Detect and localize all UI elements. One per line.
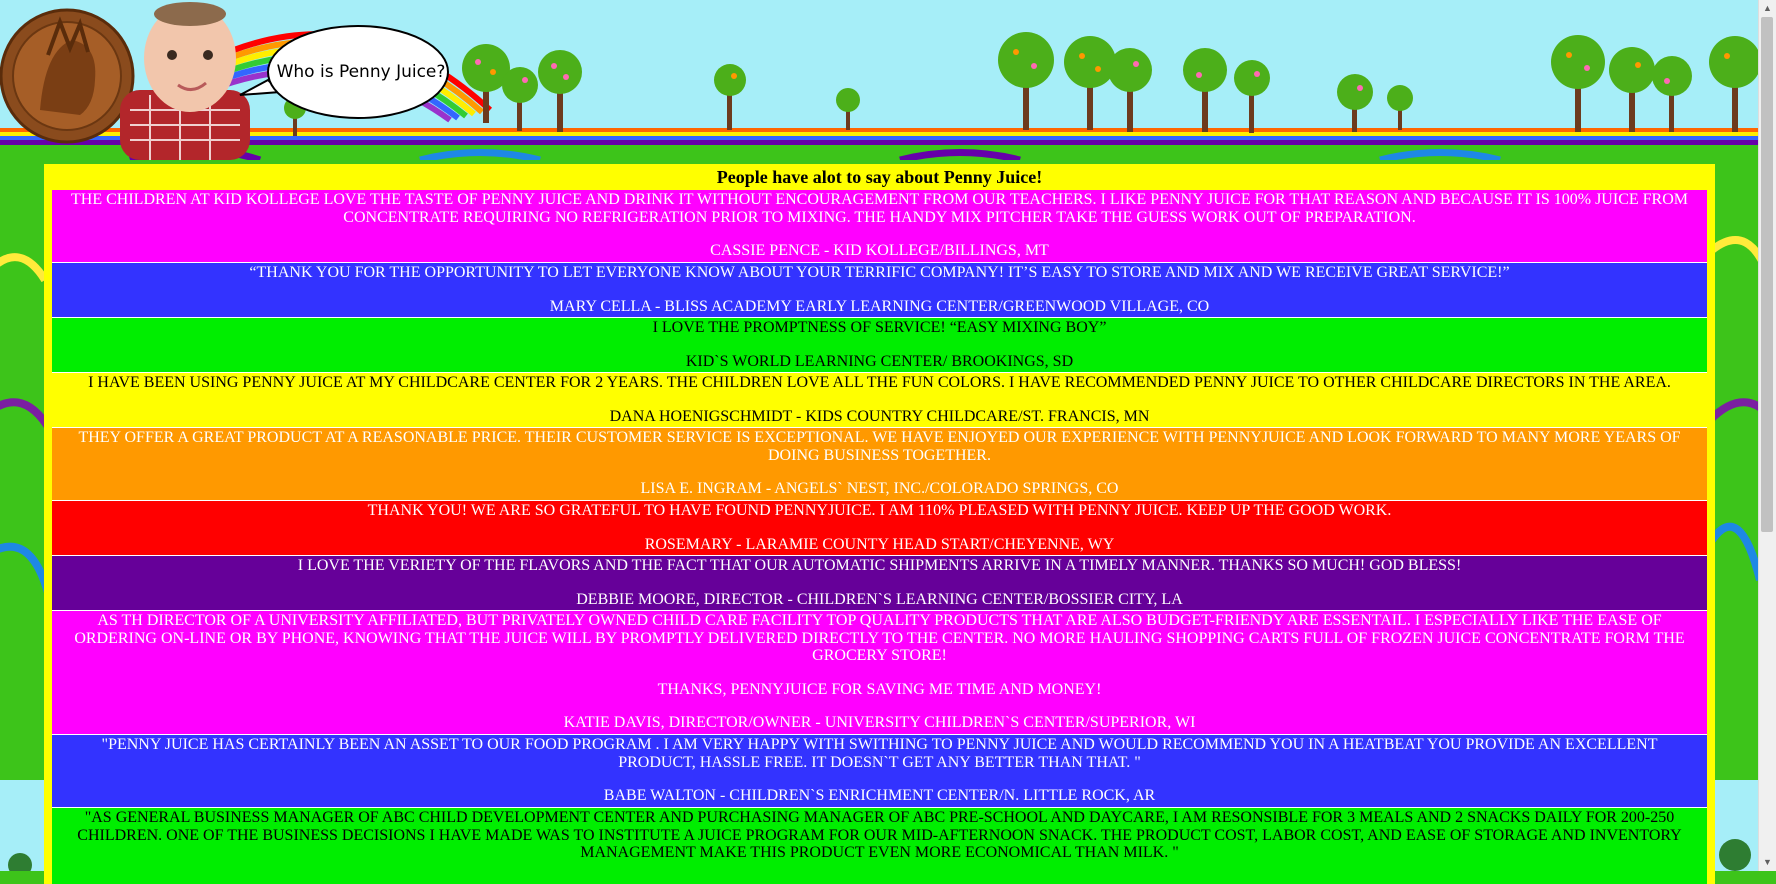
scroll-up-arrow-icon[interactable]: ▲ xyxy=(1763,3,1772,13)
testimonial-text: I LOVE THE PROMPTNESS OF SERVICE! “EASY MIXING BOY” xyxy=(652,319,1107,336)
testimonial-text: THANKS, PENNYJUICE FOR SAVING ME TIME AND MONEY! xyxy=(657,680,1102,698)
testimonial-text: “THANK YOU FOR THE OPPORTUNITY TO LET EVERYONE KNOW ABOUT YOUR TERRIFIC COMPANY! IT’S EASY TO STORE AND MIX AND WE RECEIVE GREAT SERVICE!” xyxy=(249,264,1510,281)
speech-bubble-text[interactable]: Who is Penny Juice? xyxy=(276,62,446,82)
testimonial-row xyxy=(52,556,1707,611)
testimonial-author: ROSEMARY - LARAMIE COUNTY HEAD START/CHEYENNE, WY xyxy=(644,535,1115,553)
testimonials-list xyxy=(52,190,1707,884)
scrollbar-thumb[interactable] xyxy=(1761,17,1773,532)
testimonial-text: THE CHILDREN AT KID KOLLEGE LOVE THE TASTE OF PENNY JUICE AND DRINK IT WITHOUT ENCOURAGEMENT FROM OUR TEACHERS. I LIKE PENNY JUICE FOR THAT REASON AND BECAUSE IT IS 100% JUICE FROM CONCENTRATE REQUIRING NO REFRIGERATION PRIOR TO MIXING. THE HANDY MIX PITCHER TAKE THE GUESS WORK OUT OF PREPARATION. xyxy=(71,191,1688,226)
testimonial-text: AS TH DIRECTOR OF A UNIVERSITY AFFILIATED, BUT PRIVATELY OWNED CHILD CARE FACILITY TOP QUALITY PRODUCTS THAT ARE ALSO BUDGET-FRIENDY ARE ESSENTAIL. I ESPECIALLY LIKE THE EASE OF ORDERING ON-LINE OR BY PHONE, KNOWING THAT THE JUICE WILL BY PROMPTLY DELIVERED DIRECTLY TO THE CENTER. NO MORE HAULING SHOPPING CARTS FULL OF FROZEN JUICE CONCENTRATE FORM THE GROCERY STORE! xyxy=(74,612,1685,665)
testimonial-text: THANK YOU! WE ARE SO GRATEFUL TO HAVE FOUND PENNYJUICE. I AM 110% PLEASED WITH PENNY JUICE. KEEP UP THE GOOD WORK. xyxy=(367,502,1392,519)
testimonial-text: I HAVE BEEN USING PENNY JUICE AT MY CHILDCARE CENTER FOR 2 YEARS. THE CHILDREN LOVE ALL THE FUN COLORS. I HAVE RECOMMENDED PENNY JUICE TO OTHER CHILDCARE DIRECTORS IN THE AREA. xyxy=(88,374,1671,391)
testimonial-row xyxy=(52,501,1707,556)
testimonial-author: KATIE DAVIS, DIRECTOR/OWNER - UNIVERSITY CHILDREN`S CENTER/SUPERIOR, WI xyxy=(563,714,1196,732)
testimonial-author: MARY CELLA - BLISS ACADEMY EARLY LEARNING CENTER/GREENWOOD VILLAGE, CO xyxy=(549,297,1210,315)
testimonials-panel xyxy=(44,164,1715,884)
testimonial-row xyxy=(52,808,1707,884)
testimonial-author: DEBBIE MOORE, DIRECTOR - CHILDREN`S LEARNING CENTER/BOSSIER CITY, LA xyxy=(576,590,1183,608)
testimonial-author: CASSIE PENCE - KID KOLLEGE/BILLINGS, MT xyxy=(710,242,1049,260)
testimonial-row xyxy=(52,735,1707,808)
testimonial-row xyxy=(52,190,1707,263)
testimonial-row xyxy=(52,263,1707,318)
testimonial-text: I LOVE THE VERIETY OF THE FLAVORS AND THE FACT THAT OUR AUTOMATIC SHIPMENTS ARRIVE IN A TIMELY MANNER. THANKS SO MUCH! GOD BLESS! xyxy=(297,557,1462,574)
testimonial-text: "AS GENERAL BUSINESS MANAGER OF ABC CHILD DEVELOPMENT CENTER AND PURCHASING MANAGER OF ABC PRE-SCHOOL AND DAYCARE, I AM RESONSIBLE FOR 3 MEALS AND 2 SNACKS DAILY FOR 200-250 CHILDREN. ONE OF THE BUSINESS DECISIONS I HAVE MADE WAS TO INSTITUTE A JUICE PROGRAM FOR OUR MID-AFTERNOON SNACK. THE PRODUCT COST, LABOR COST, AND EASE OF STORAGE AND INVENTORY MANAGEMENT MAKE THIS PRODUCT EVEN MORE ECONOMICAL THAN MILK. " xyxy=(77,809,1682,862)
header-banner xyxy=(0,0,1760,160)
vertical-scrollbar[interactable] xyxy=(1758,0,1776,871)
page-heading: People have alot to say about Penny Juice! xyxy=(716,167,1043,187)
scroll-down-arrow-icon[interactable]: ▼ xyxy=(1763,857,1772,867)
testimonial-author: LISA E. INGRAM - ANGELS` NEST, INC./COLORADO SPRINGS, CO xyxy=(640,480,1119,498)
testimonial-row xyxy=(52,428,1707,501)
testimonial-text: "PENNY JUICE HAS CERTAINLY BEEN AN ASSET TO OUR FOOD PROGRAM . I AM VERY HAPPY WITH SWITHING TO PENNY JUICE AND WOULD RECOMMEND YOU IN A HEATBEAT YOU PROVIDE AN EXCELLENT PRODUCT, HASSLE FREE. IT DOESN`T GET ANY BETTER THAN THAT. " xyxy=(101,736,1658,771)
testimonial-row xyxy=(52,611,1707,735)
testimonial-text: THEY OFFER A GREAT PRODUCT AT A REASONABLE PRICE. THEIR CUSTOMER SERVICE IS EXCEPTIONAL. WE HAVE ENJOYED OUR EXPERIENCE WITH PENNYJUICE AND LOOK FORWARD TO MANY MORE YEARS OF DOING BUSINESS TOGETHER. xyxy=(78,429,1681,464)
testimonial-author: BABE WALTON - CHILDREN`S ENRICHMENT CENTER/N. LITTLE ROCK, AR xyxy=(603,787,1156,805)
testimonial-author: KID`S WORLD LEARNING CENTER/ BROOKINGS, SD xyxy=(685,352,1074,370)
testimonial-author: DANA HOENIGSCHMIDT - KIDS COUNTRY CHILDCARE/ST. FRANCIS, MN xyxy=(609,407,1150,425)
penny-coin-logo xyxy=(1,10,133,142)
testimonial-row xyxy=(52,318,1707,373)
testimonial-row xyxy=(52,373,1707,428)
